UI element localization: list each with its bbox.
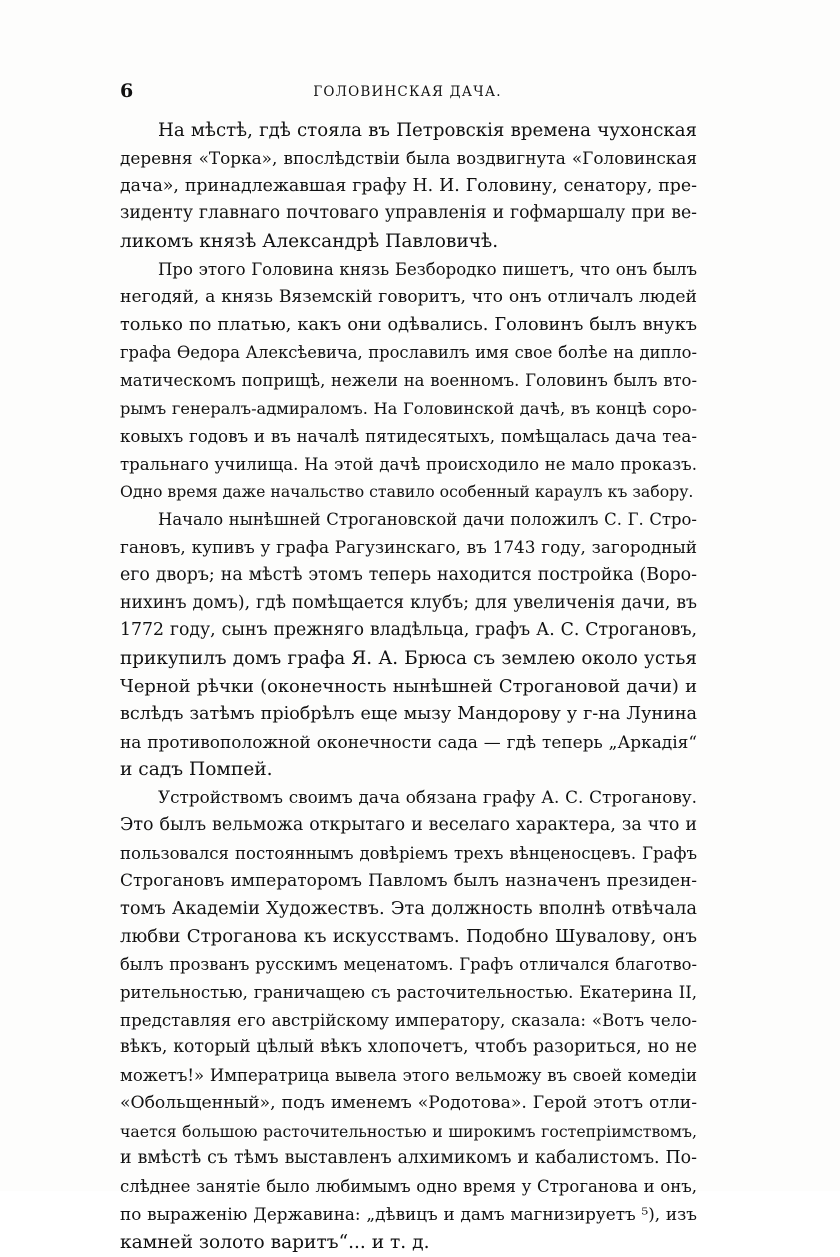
text-line: на противоположной оконечности сада — гдѣ теперь „Аркадія“ (120, 731, 697, 752)
text-line: ковыхъ годовъ и въ началѣ пятидесятыхъ, помѣщалась дача теа- (120, 425, 697, 446)
text-line: рымъ генералъ-адмираломъ. На Головинской дачѣ, въ концѣ соро- (120, 398, 697, 418)
text-line: негодяй, а князь Вяземскій говоритъ, что онъ отличалъ людей (120, 286, 697, 307)
text-line: Строгановъ императоромъ Павломъ былъ назначенъ президен- (120, 870, 697, 891)
page-header (120, 80, 695, 106)
text-line: по выраженію Державина: „дѣвицъ и дамъ магнизируетъ ⁵), изъ (120, 1204, 697, 1225)
text-line: представляя его австрійскому императору, сказала: «Вотъ чело- (120, 1010, 697, 1030)
text-line: деревня «Торка», впослѣдствіи была воздвигнута «Головинская (120, 147, 697, 168)
text-line: былъ прозванъ русскимъ меценатомъ. Графъ отличался благотво- (120, 954, 697, 974)
text-line: томъ Академіи Художествъ. Эта должность вполнѣ отвѣчала (120, 898, 697, 920)
text-line: пользовался постояннымъ довѣріемъ трехъ вѣнценосцевъ. Графъ (120, 843, 697, 863)
text-line: его дворъ; на мѣстѣ этомъ теперь находится постройка (Воро- (120, 564, 697, 585)
paragraph (120, 506, 697, 784)
text-line: дача», принадлежавшая графу Н. И. Головину, сенатору, пре- (120, 175, 697, 196)
text-line: графа Ѳедора Алексѣевича, прославилъ имя свое болѣе на дипло- (120, 343, 697, 363)
text-line: вѣкъ, который цѣлый вѣкъ хлопочетъ, чтобъ разориться, но не (120, 1037, 697, 1058)
text-line: Устройствомъ своимъ дача обязана графу А. С. Строганову. (158, 787, 697, 808)
paragraph (120, 784, 697, 1257)
page-number: 6 (120, 80, 134, 102)
paragraph (120, 117, 697, 256)
text-line: и вмѣстѣ съ тѣмъ выставленъ алхимикомъ и кабалистомъ. По- (120, 1148, 697, 1169)
text-line: прикупилъ домъ графа Я. А. Брюса съ землею около устья (120, 648, 697, 670)
text-line: Про этого Головина князь Безбородко пишетъ, что онъ былъ (158, 259, 697, 279)
text-line: чается большою расточительностью и широкимъ гостепріимствомъ, (120, 1121, 697, 1141)
running-title: ГОЛОВИНСКАЯ ДАЧА. (313, 84, 502, 100)
text-line: матическомъ поприщѣ, нежели на военномъ. Головинъ былъ вто- (120, 371, 697, 391)
text-line: слѣднее занятіе было любимымъ одно время у Строганова и онъ, (120, 1177, 697, 1197)
text-line: На мѣстѣ, гдѣ стояла въ Петровскія времена чухонская (158, 120, 697, 141)
paragraph (120, 256, 697, 506)
text-line: ликомъ князѣ Александрѣ Павловичѣ. (120, 231, 499, 253)
text-line: «Обольщенный», подъ именемъ «Родотова». Герой этотъ отли- (120, 1092, 697, 1113)
text-line: Одно время даже начальство ставило особенный караулъ къ забору. (120, 482, 694, 502)
text-line: нихинъ домъ), гдѣ помѣщается клубъ; для увеличенія дачи, въ (120, 592, 697, 613)
text-line: рительностью, граничащею съ расточительностью. Екатерина II, (120, 982, 697, 1002)
text-line: зиденту главнаго почтоваго управленія и гофмаршалу при ве- (120, 203, 697, 224)
body-text (120, 117, 697, 1257)
text-line: любви Строганова къ искусствамъ. Подобно Шувалову, онъ (120, 926, 697, 948)
text-line: Черной рѣчки (оконечность нынѣшней Строгановой дачи) и (120, 675, 697, 697)
text-line: вслѣдъ затѣмъ пріобрѣлъ еще мызу Мандорову у г-на Лунина (120, 703, 697, 724)
text-line: Это былъ вельможа открытаго и веселаго характера, за что и (120, 814, 697, 835)
text-line: только по платью, какъ они одѣвались. Головинъ былъ внукъ (120, 314, 697, 335)
text-line: Начало нынѣшней Строгановской дачи положилъ С. Г. Стро- (158, 510, 697, 530)
text-line: тральнаго училища. На этой дачѣ происходило не мало проказъ. (120, 454, 697, 474)
text-line: камней золото варитъ“... и т. д. (120, 1231, 430, 1253)
text-line: 1772 году, сынъ прежняго владѣльца, графъ А. С. Строгановъ, (120, 620, 697, 641)
text-line: гановъ, купивъ у графа Рагузинскаго, въ 1743 году, загородный (120, 536, 697, 557)
text-line: и садъ Помпей. (120, 759, 273, 781)
text-line: можетъ!» Императрица вывела этого вельможу въ своей комедіи (120, 1066, 697, 1086)
